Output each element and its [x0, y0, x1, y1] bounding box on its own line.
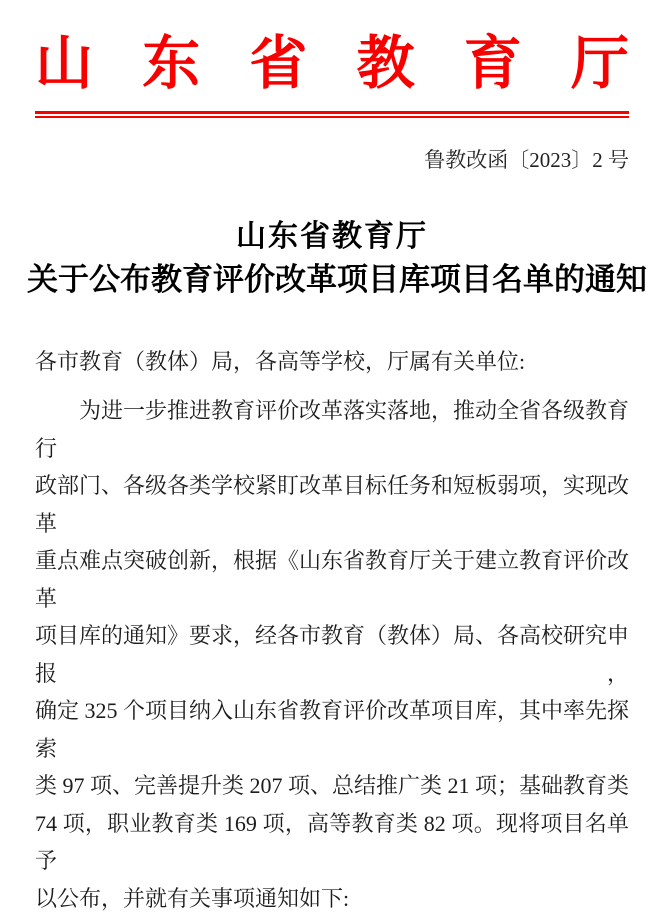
paragraph-line: 项目库的通知》要求，经各市教育（教体）局、各高校研究申报， — [35, 617, 629, 692]
paragraph-line: 为进一步推进教育评价改革落实落地，推动全省各级教育行 — [35, 392, 629, 467]
rule-thin-line — [35, 116, 629, 118]
paragraph-line: 以公布，并就有关事项通知如下: — [35, 880, 629, 917]
paragraph-line: 重点难点突破创新，根据《山东省教育厅关于建立教育评价改革 — [35, 542, 629, 617]
document-page — [0, 30, 664, 725]
doc-number: 鲁教改函〔2023〕2 号 — [35, 146, 629, 175]
document-title-line2: 关于公布教育评价改革项目库项目名单的通知 — [27, 259, 637, 301]
agency-char: 省 — [249, 30, 307, 98]
paragraph-line: 确定 325 个项目纳入山东省教育评价改革项目库，其中率先探索 — [35, 692, 629, 767]
body-paragraph — [35, 392, 629, 917]
letterhead-agency-name — [35, 30, 629, 98]
agency-char: 山 — [35, 30, 93, 98]
letterhead-double-rule — [35, 111, 629, 118]
agency-char: 东 — [142, 30, 200, 98]
agency-char: 厅 — [571, 30, 629, 98]
salutation-line: 各市教育（教体）局，各高等学校，厅属有关单位: — [35, 346, 629, 378]
paragraph-line: 政部门、各级各类学校紧盯改革目标任务和短板弱项，实现改革 — [35, 467, 629, 542]
agency-char: 育 — [464, 30, 522, 98]
agency-char: 教 — [357, 30, 415, 98]
document-title-line1: 山东省教育厅 — [35, 218, 629, 256]
paragraph-line: 74 项，职业教育类 169 项，高等教育类 82 项。现将项目名单予 — [35, 805, 629, 880]
rule-thick-line — [35, 111, 629, 114]
paragraph-line: 类 97 项、完善提升类 207 项、总结推广类 21 项；基础教育类 — [35, 767, 629, 805]
